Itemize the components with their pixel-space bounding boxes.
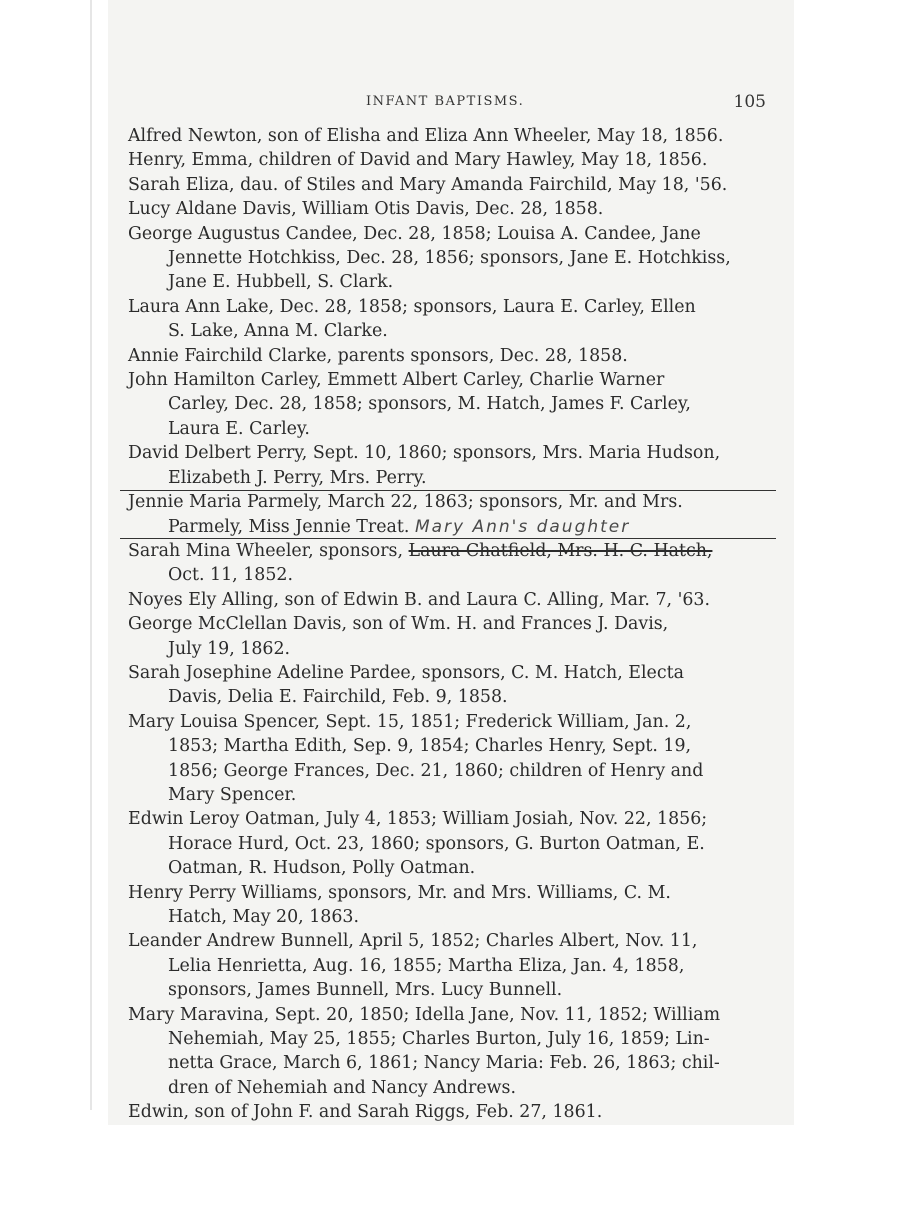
entry-line: John Hamilton Carley, Emmett Albert Carley, Charlie Warner [128, 370, 665, 391]
entry-line: Horace Hurd, Oct. 23, 1860; sponsors, G. Burton Oatman, E. [168, 833, 705, 854]
entries-after [128, 588, 776, 1125]
entry-wheeler [128, 539, 776, 588]
entry-line: Lucy Aldane Davis, William Otis Davis, Dec. 28, 1858. [128, 199, 604, 220]
entry-line: Alfred Newton, son of Elisha and Eliza Ann Wheeler, May 18, 1856. [128, 126, 724, 146]
entry-line: netta Grace, March 6, 1861; Nancy Maria: Feb. 26, 1863; chil- [168, 1053, 720, 1074]
baptism-entry [128, 881, 776, 930]
entry-line: Sarah Josephine Adeline Pardee, sponsors, C. M. Hatch, Electa [128, 662, 684, 683]
entry-line: Davis, Delia E. Fairchild, Feb. 9, 1858. [168, 687, 508, 708]
baptism-entry [128, 612, 776, 661]
handwritten-note: Mary Ann's daughter [414, 516, 631, 537]
baptism-entry [128, 807, 776, 880]
struck-sponsors: Laura Chatfield, Mrs. H. C. Hatch, [408, 540, 713, 561]
entry-line: Mary Louisa Spencer, Sept. 15, 1851; Frederick William, Jan. 2, [128, 711, 692, 732]
strike-line-bottom [120, 538, 776, 539]
strike-line-top [120, 490, 776, 491]
entry-line: July 19, 1862. [168, 638, 291, 659]
entry-line: Jennette Hotchkiss, Dec. 28, 1856; sponsors, Jane E. Hotchkiss, [168, 248, 731, 269]
struck-entry [128, 490, 776, 539]
entry-line: George Augustus Candee, Dec. 28, 1858; Louisa A. Candee, Jane [128, 223, 701, 244]
entry-line: Henry Perry Williams, sponsors, Mr. and Mrs. Williams, C. M. [128, 882, 671, 903]
baptism-entry [128, 197, 776, 221]
running-title: INFANT BAPTISMS. [366, 94, 525, 109]
baptism-entry [128, 344, 776, 368]
entry-line: Oatman, R. Hudson, Polly Oatman. [168, 858, 476, 879]
entry-line: Elizabeth J. Perry, Mrs. Perry. [168, 467, 427, 488]
entry-line: 1856; George Frances, Dec. 21, 1860; children of Henry and [168, 760, 704, 781]
book-page [108, 0, 794, 1125]
entry-line: Sarah Eliza, dau. of Stiles and Mary Amanda Fairchild, May 18, '56. [128, 174, 728, 195]
entry-line: Carley, Dec. 28, 1858; sponsors, M. Hatch, James F. Carley, [168, 394, 691, 415]
entry-line: George McClellan Davis, son of Wm. H. and Frances J. Davis, [128, 614, 669, 635]
entry-line: Edwin Leroy Oatman, July 4, 1853; William Josiah, Nov. 22, 1856; [128, 809, 708, 830]
baptism-entry [128, 222, 776, 295]
entry-line: Oct. 11, 1852. [168, 565, 294, 586]
entry-line: sponsors, James Bunnell, Mrs. Lucy Bunnell. [168, 980, 563, 1001]
baptism-entry [128, 661, 776, 710]
entry-line [128, 515, 776, 539]
page-number: 105 [733, 92, 766, 112]
entry-text: Sarah Mina Wheeler, sponsors, [128, 540, 409, 561]
baptism-entry [128, 929, 776, 1002]
entry-line: Mary Maravina, Sept. 20, 1850; Idella Jane, Nov. 11, 1852; William [128, 1004, 721, 1025]
baptism-entry [128, 148, 776, 172]
baptism-entry [128, 441, 776, 490]
entry-line: David Delbert Perry, Sept. 10, 1860; sponsors, Mrs. Maria Hudson, [128, 443, 721, 464]
baptism-entry [128, 124, 776, 148]
baptism-entry [128, 1003, 776, 1101]
page-edge-shadow [90, 0, 92, 1110]
baptism-entry [128, 368, 776, 441]
baptism-entry [128, 1100, 776, 1124]
entry-line: Annie Fairchild Clarke, parents sponsors, Dec. 28, 1858. [128, 345, 628, 366]
entries-before [128, 124, 776, 490]
entry-line: dren of Nehemiah and Nancy Andrews. [168, 1077, 516, 1098]
entry-line: Leander Andrew Bunnell, April 5, 1852; Charles Albert, Nov. 11, [128, 931, 698, 952]
entry-line [128, 539, 776, 563]
entry-line: Lelia Henrietta, Aug. 16, 1855; Martha Eliza, Jan. 4, 1858, [168, 955, 685, 976]
entry-line: Mary Spencer. [168, 784, 297, 805]
baptism-entry [128, 173, 776, 197]
baptism-entry [128, 710, 776, 808]
entry-line: Noyes Ely Alling, son of Edwin B. and Laura C. Alling, Mar. 7, '63. [128, 589, 711, 610]
entry-line: Nehemiah, May 25, 1855; Charles Burton, July 16, 1859; Lin- [168, 1029, 710, 1050]
entry-line: S. Lake, Anna M. Clarke. [168, 321, 388, 342]
baptism-entry [128, 588, 776, 612]
entry-text: Parmely, Miss Jennie Treat. [168, 516, 410, 537]
baptism-entry [128, 295, 776, 344]
page-header [108, 94, 794, 118]
entry-line: Laura E. Carley. [168, 418, 310, 439]
entry-line: 1853; Martha Edith, Sep. 9, 1854; Charles Henry, Sept. 19, [168, 736, 692, 757]
entry-line: Henry, Emma, children of David and Mary Hawley, May 18, 1856. [128, 150, 708, 171]
baptism-entries [128, 124, 776, 1125]
entry-line: Hatch, May 20, 1863. [168, 907, 360, 927]
entry-line: Jennie Maria Parmely, March 22, 1863; sponsors, Mr. and Mrs. [128, 492, 683, 513]
entry-line: Edwin, son of John F. and Sarah Riggs, Feb. 27, 1861. [128, 1102, 603, 1123]
entry-line: Laura Ann Lake, Dec. 28, 1858; sponsors, Laura E. Carley, Ellen [128, 296, 696, 317]
entry-line: Jane E. Hubbell, S. Clark. [168, 272, 394, 293]
